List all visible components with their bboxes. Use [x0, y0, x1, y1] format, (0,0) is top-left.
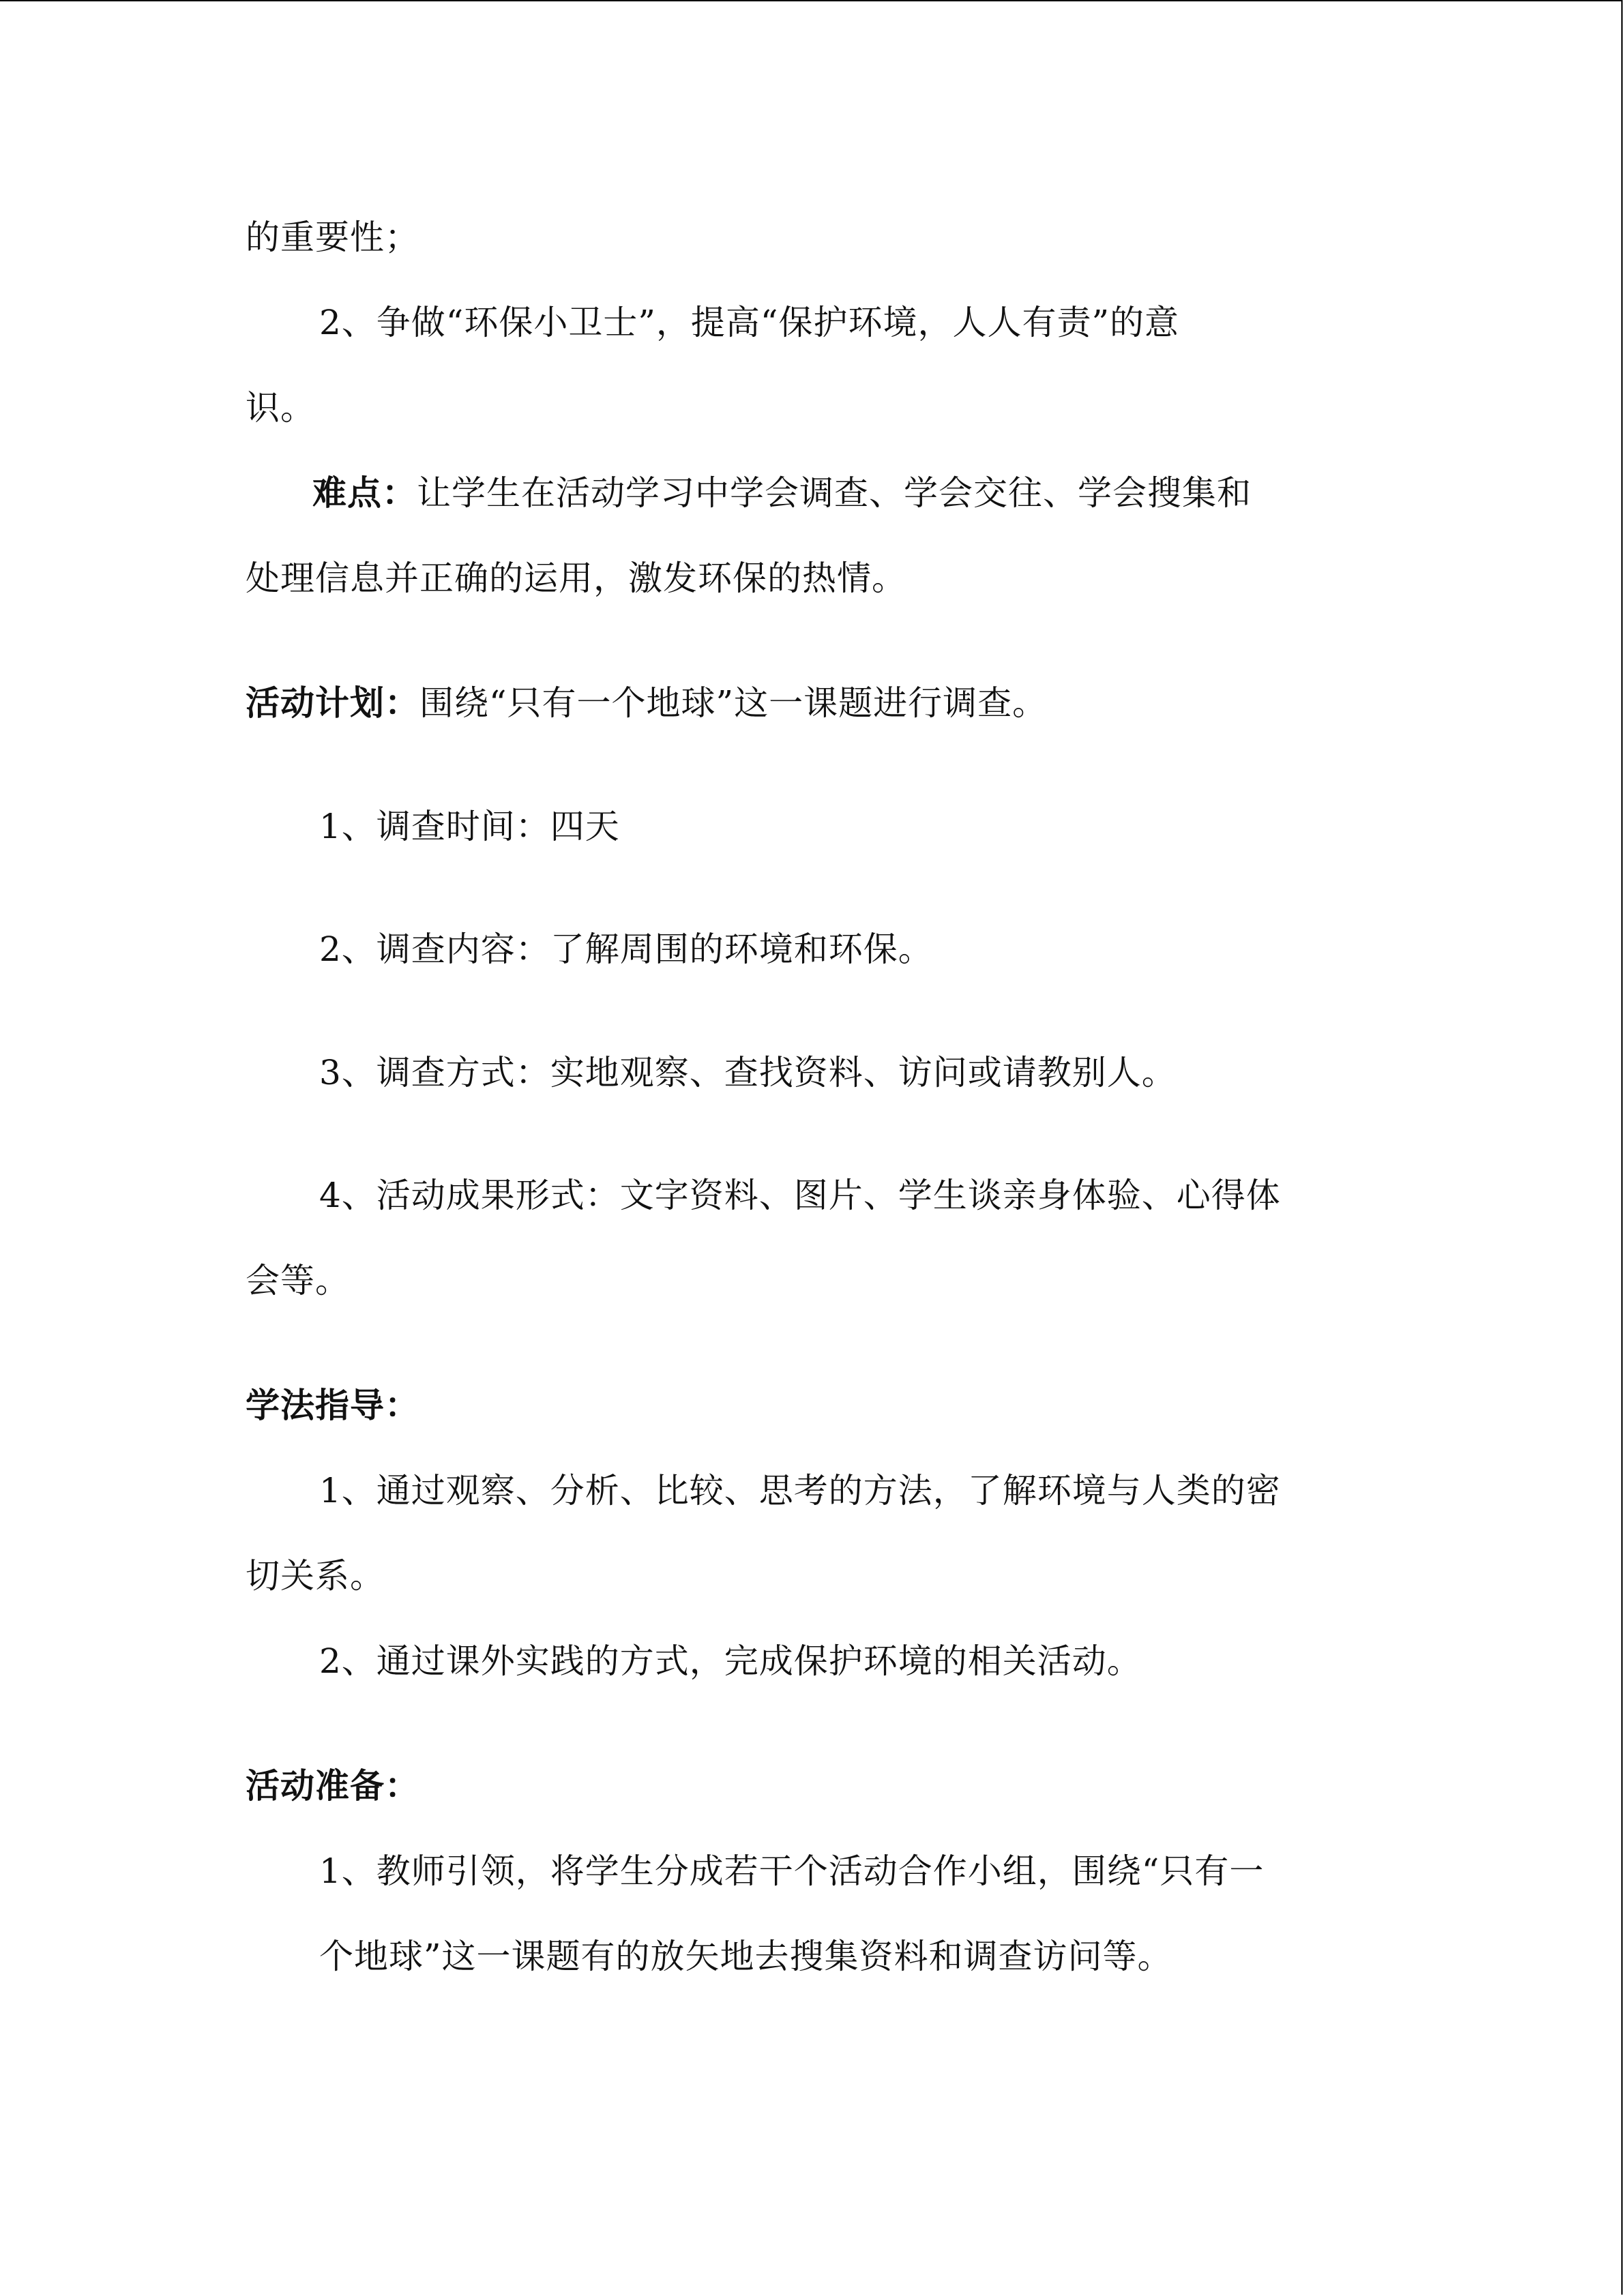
- section-label: 活动计划：: [246, 683, 419, 723]
- text-line: 切关系。: [246, 1556, 385, 1596]
- section-text: 让学生在活动学习中学会调查、学会交往、学会搜集和: [417, 473, 1252, 513]
- section-label: 学法指导：: [246, 1385, 419, 1425]
- text-line: 识。: [246, 388, 315, 428]
- text-line: 的重要性；: [246, 218, 419, 257]
- text-line: [312, 473, 1252, 513]
- text-line: 会等。: [246, 1261, 350, 1300]
- text-line: 处理信息并正确的运用，激发环保的热情。: [246, 558, 906, 598]
- section-label: 活动准备：: [246, 1765, 419, 1806]
- text-line: 个地球”这一课题有的放矢地去搜集资料和调查访问等。: [319, 1937, 1172, 1976]
- text-line: 4、活动成果形式：文字资料、图片、学生谈亲身体验、心得体: [319, 1176, 1281, 1215]
- text-line: 3、调查方式：实地观察、查找资料、访问或请教别人。: [319, 1053, 1177, 1092]
- text-line: 2、通过课外实践的方式，完成保护环境的相关活动。: [319, 1641, 1142, 1681]
- text-line: 1、通过观察、分析、比较、思考的方法，了解环境与人类的密: [319, 1471, 1281, 1510]
- section-text: 围绕“只有一个地球”这一课题进行调查。: [419, 683, 1048, 723]
- text-line: 2、争做“环保小卫士”，提高“保护环境，人人有责”的意: [319, 303, 1180, 342]
- text-line: 2、调查内容：了解周围的环境和环保。: [319, 929, 933, 969]
- text-line: 1、调查时间：四天: [319, 807, 620, 846]
- text-line: 1、教师引领，将学生分成若干个活动合作小组，围绕“只有一: [319, 1851, 1265, 1891]
- section-label: 难点：: [312, 473, 417, 513]
- text-line: [246, 683, 1047, 724]
